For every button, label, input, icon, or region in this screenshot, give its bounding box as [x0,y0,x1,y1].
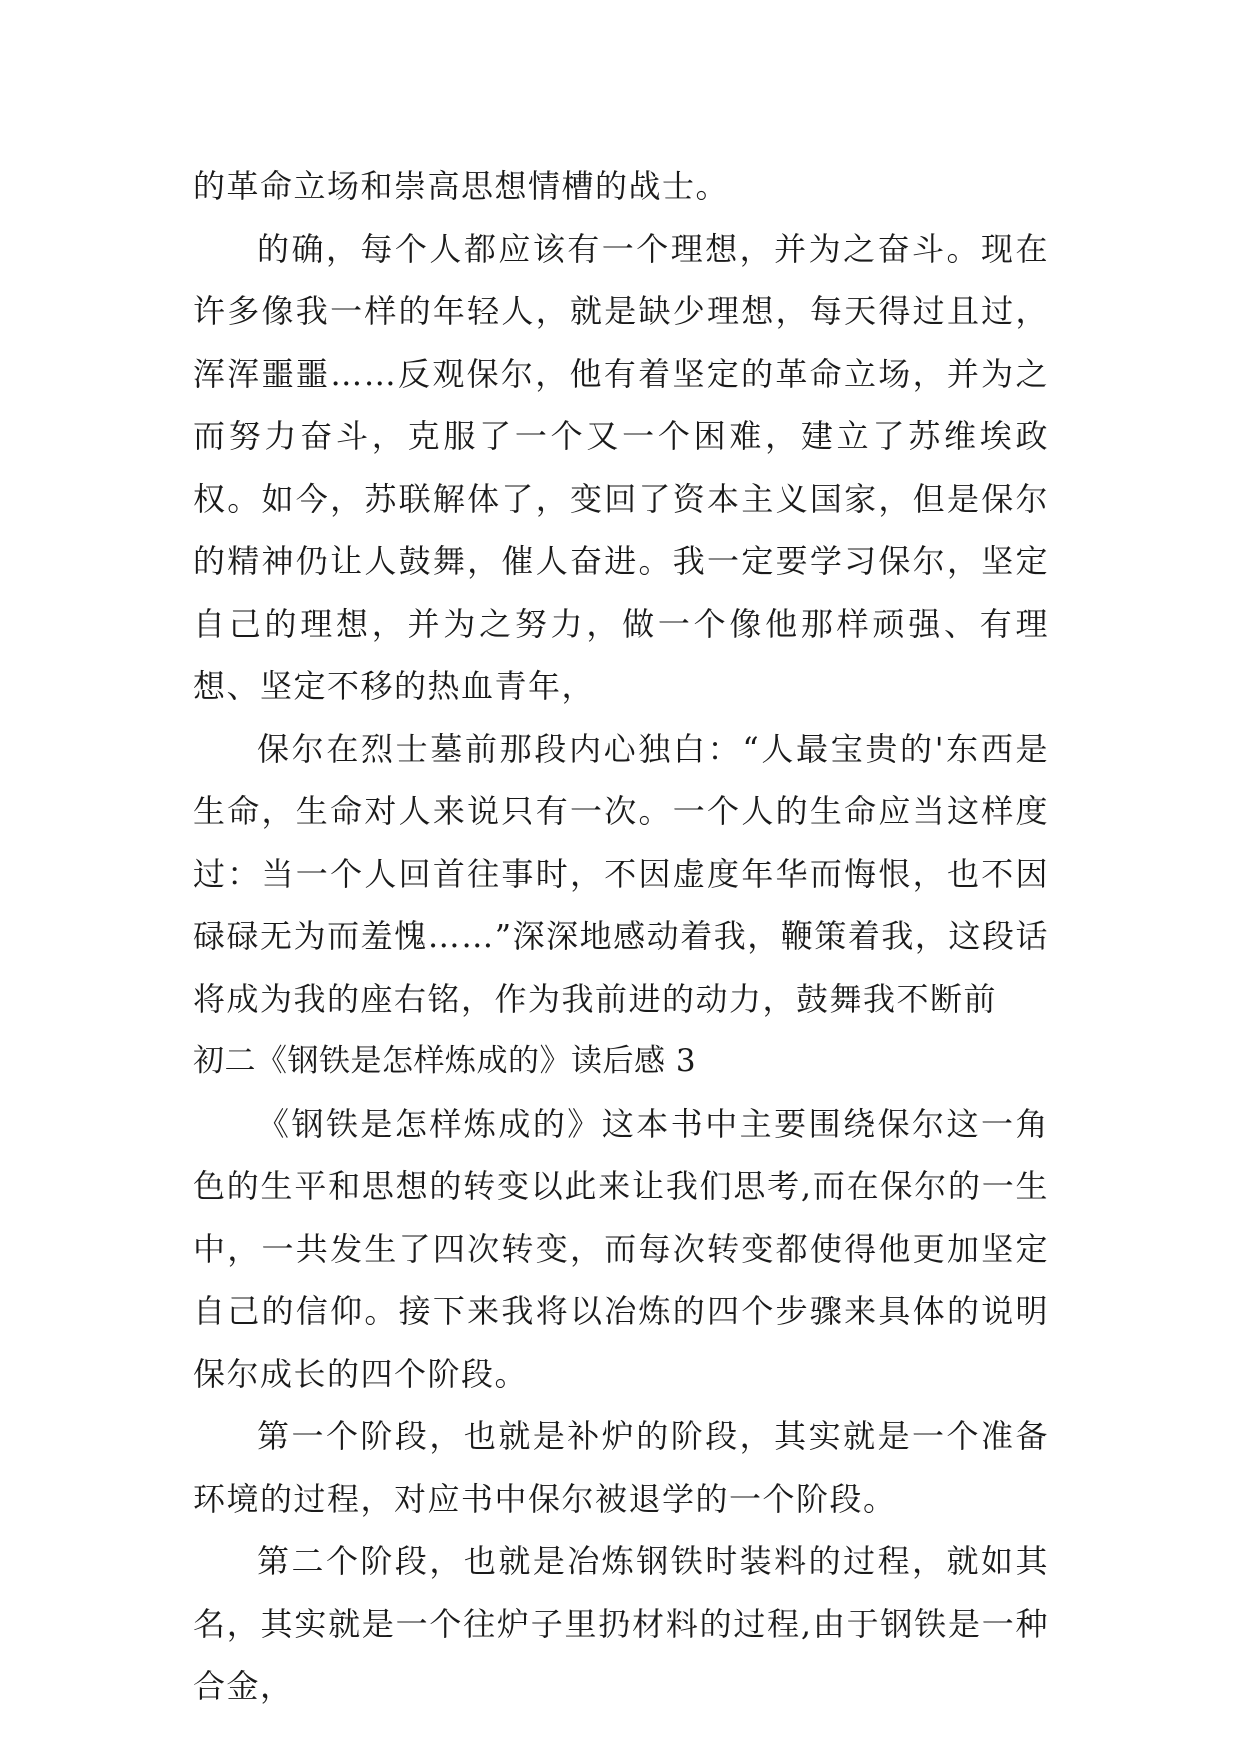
paragraph-continuation: 的革命立场和崇高思想情槽的战士。 [193,167,730,205]
section-title: 初二《钢铁是怎样炼成的》读后感 3 [193,1043,697,1079]
paragraph-ideal: 的确，每个人都应该有一个理想，并为之奋斗。现在许多像我一样的年轻人，就是缺少理想，每天得过且过，浑浑噩噩……反观保尔，他有着坚定的革命立场，并为之而努力奋斗，克服了一个又一个困难，建立了苏维埃政权。如今，苏联解体了，变回了资本主义国家，但是保尔的精神仍让人鼓舞，催人奋进。我一定要学习保尔，坚定自己的理想，并为之努力，做一个像他那样顽强、有理想、坚定不移的热血青年， [193,229,1049,705]
paragraph-stage-two: 第二个阶段，也就是冶炼钢铁时装料的过程，就如其名，其实就是一个往炉子里扔材料的过程,由于钢铁是一种合金， [193,1542,1049,1705]
document-body [193,155,1049,1718]
paragraph-stage-one: 第一个阶段，也就是补炉的阶段，其实就是一个准备环境的过程，对应书中保尔被退学的一个阶段。 [193,1417,1049,1518]
paragraph-monologue: 保尔在烈士墓前那段内心独白：“人最宝贵的'东西是生命，生命对人来说只有一次。一个人的生命应当这样度过：当一个人回首往事时，不因虚度年华而悔恨，也不因碌碌无为而羞愧……”深深地感动着我，鞭策着我，这段话将成为我的座右铭，作为我前进的动力，鼓舞我不断前 [193,729,1049,1018]
paragraph-intro: 《钢铁是怎样炼成的》这本书中主要围绕保尔这一角色的生平和思想的转变以此来让我们思考,而在保尔的一生中，一共发生了四次转变，而每次转变都使得他更加坚定自己的信仰。接下来我将以冶炼的四个步骤来具体的说明保尔成长的四个阶段。 [193,1104,1049,1393]
